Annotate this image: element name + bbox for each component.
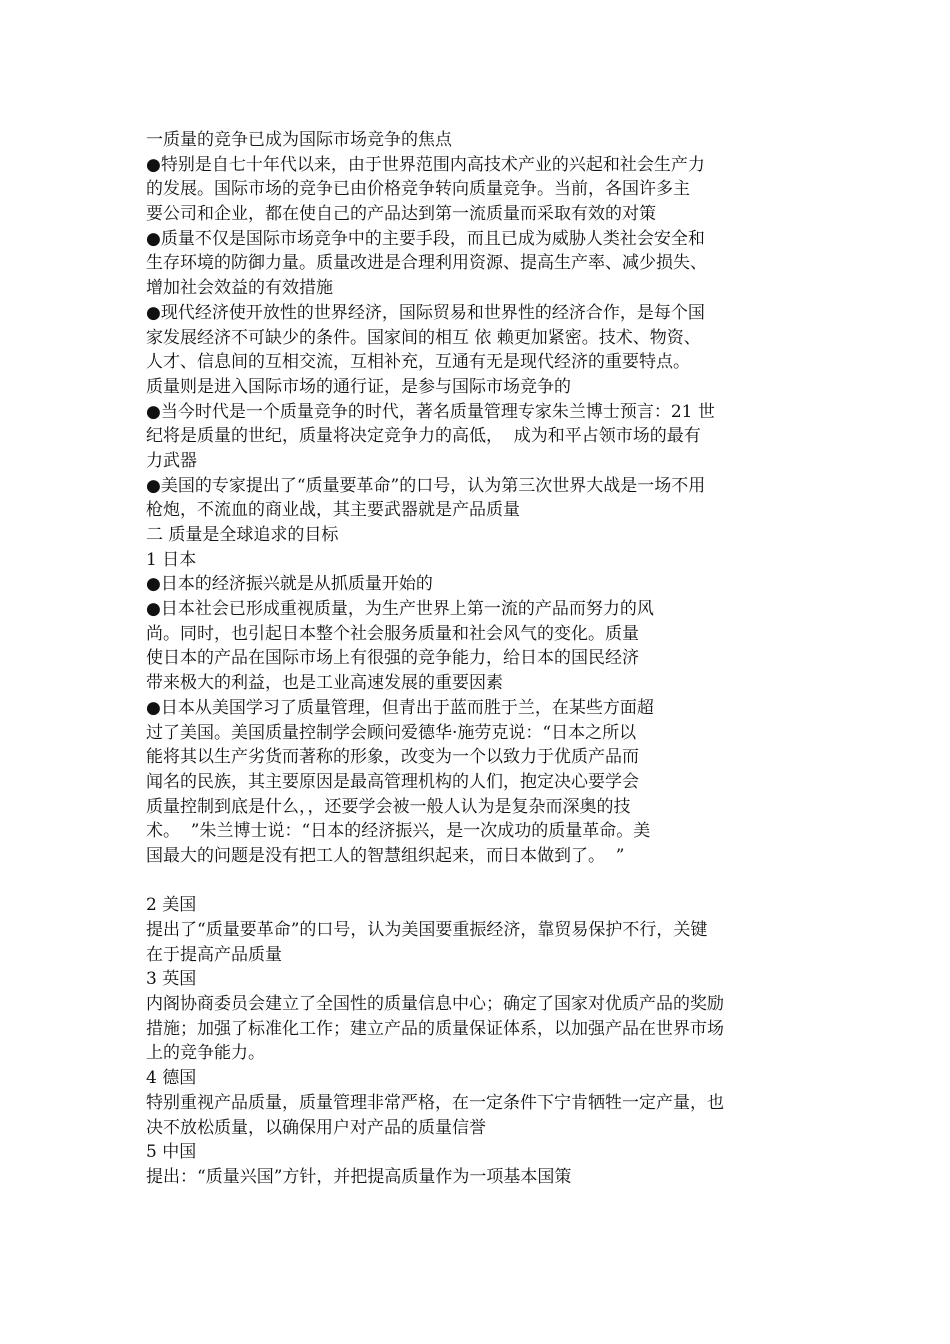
subheading-usa: 2 美国 (146, 895, 197, 916)
paragraph-line: 的发展。国际市场的竞争已由价格竞争转向质量竞争。当前，各国许多主 (146, 179, 690, 200)
paragraph-line: 内阁协商委员会建立了全国性的质量信息中心；确定了国家对优质产品的奖励 (146, 994, 724, 1015)
paragraph-line: ●特别是自七十年代以来，由于世界范围内高技术产业的兴起和社会生产力 (146, 154, 705, 175)
paragraph-line: 闻名的民族，其主要原因是最高管理机构的人们，抱定决心要学会 (146, 771, 639, 792)
subheading-china: 5 中国 (146, 1142, 197, 1163)
paragraph-line: 家发展经济不可缺少的条件。国家间的相互 依 赖更加紧密。技术、物资、 (146, 327, 701, 348)
subheading-uk: 3 英国 (146, 969, 197, 990)
paragraph-line: ●质量不仅是国际市场竞争中的主要手段，而且已成为威胁人类社会安全和 (146, 228, 705, 249)
paragraph-line: 特别重视产品质量，质量管理非常严格，在一定条件下宁肯牺牲一定产量，也 (146, 1092, 724, 1113)
paragraph-line: 质量则是进入国际市场的通行证，是参与国际市场竞争的 (146, 376, 571, 397)
paragraph-line: 能将其以生产劣货而著称的形象，改变为一个以致力于优质产品而 (146, 747, 639, 768)
paragraph-line: 枪炮，不流血的商业战，其主要武器就是产品质量 (146, 500, 520, 521)
paragraph-line: 上的竞争能力。 (146, 1043, 265, 1064)
paragraph-line: ●日本的经济振兴就是从抓质量开始的 (146, 574, 433, 595)
subheading-germany: 4 德国 (146, 1068, 197, 1089)
paragraph-line: 使日本的产品在国际市场上有很强的竞争能力，给日本的国民经济 (146, 648, 639, 669)
document-body (146, 128, 816, 1190)
blank-line (146, 869, 816, 894)
paragraph-line: 提出了“质量要革命”的口号，认为美国要重振经济，靠贸易保护不行，关键 (146, 920, 708, 940)
paragraph-line: 尚。同时，也引起日本整个社会服务质量和社会风气的变化。质量 (146, 623, 639, 644)
paragraph-line: 纪将是质量的世纪，质量将决定竞争力的高低， 成为和平占领市场的最有 (146, 426, 701, 447)
paragraph-line: 过了美国。美国质量控制学会顾问爱德华·施劳克说：“日本之所以 (146, 722, 637, 743)
paragraph-line: 决不放松质量，以确保用户对产品的质量信誉 (146, 1117, 486, 1138)
paragraph-line: ●美国的专家提出了“质量要革命”的口号，认为第三次世界大战是一场不用 (146, 475, 706, 496)
paragraph-line: 质量控制到底是什么，，还要学会被一般人认为是复杂而深奥的技 (146, 796, 631, 817)
paragraph-line: 带来极大的利益，也是工业高速发展的重要因素 (146, 673, 503, 694)
paragraph-line: 措施；加强了标准化工作；建立产品的质量保证体系，以加强产品在世界市场 (146, 1018, 724, 1039)
paragraph-line: 要公司和企业，都在使自己的产品达到第一流质量而采取有效的对策 (146, 204, 656, 225)
heading-global-goal: 二 质量是全球追求的目标 (146, 525, 339, 545)
paragraph-line: 人才、信息间的互相交流，互相补充，互通有无是现代经济的重要特点。 (146, 352, 690, 373)
paragraph-line: ●当今时代是一个质量竞争的时代，著名质量管理专家朱兰博士预言：21 世 (146, 401, 715, 422)
paragraph-line: 增加社会效益的有效措施 (146, 278, 333, 299)
paragraph-line: ●日本从美国学习了质量管理，但青出于蓝而胜于兰，在某些方面超 (146, 697, 654, 718)
subheading-japan: 1 日本 (146, 549, 197, 570)
paragraph-line: 术。 ”朱兰博士说：“日本的经济振兴，是一次成功的质量革命。美 (146, 821, 651, 842)
paragraph-line: 提出：“质量兴国”方针，并把提高质量作为一项基本国策 (146, 1166, 572, 1187)
paragraph-line: 国最大的问题是没有把工人的智慧组织起来，而日本做到了。 ” (146, 845, 625, 866)
paragraph-line: 在于提高产品质量 (146, 944, 282, 965)
paragraph-line: ●日本社会已形成重视质量，为生产世界上第一流的产品而努力的风 (146, 599, 654, 620)
paragraph-line: 力武器 (146, 450, 197, 471)
paragraph-line: 生存环境的防御力量。质量改进是合理利用资源、提高生产率、减少损失、 (146, 253, 707, 274)
heading-quality-competition: 一质量的竞争已成为国际市场竞争的焦点 (146, 130, 452, 150)
paragraph-line: ●现代经济使开放性的世界经济，国际贸易和世界性的经济合作，是每个国 (146, 302, 705, 323)
